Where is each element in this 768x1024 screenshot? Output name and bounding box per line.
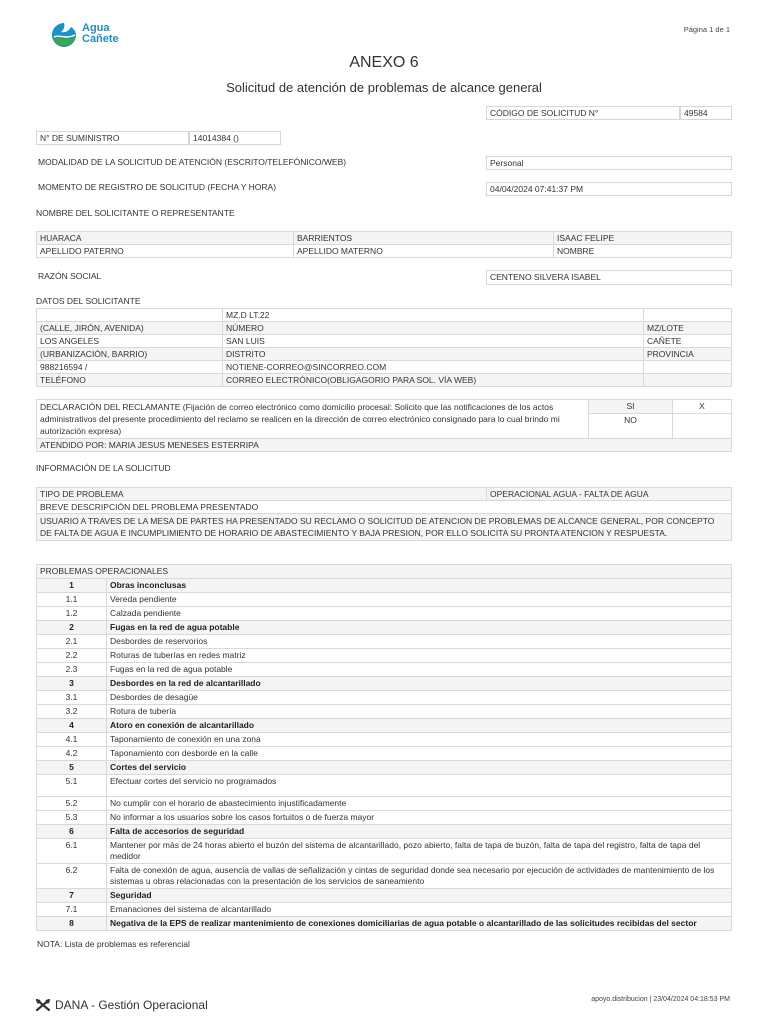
problem-row — [37, 691, 732, 705]
problem-row — [37, 864, 732, 889]
first-name-label: NOMBRE — [554, 245, 732, 258]
urbanization-label: (URBANIZACIÓN, BARRIO) — [37, 348, 223, 361]
contact-labels-row — [37, 374, 732, 387]
problem-text: Roturas de tuberías en redes matriz — [107, 649, 732, 663]
problem-text: Calzada pendiente — [107, 607, 732, 621]
description-value-row — [37, 514, 732, 541]
lot-value — [644, 309, 732, 322]
attended-by-row — [37, 439, 732, 452]
problem-text: Efectuar cortes del servicio no programados — [107, 775, 732, 797]
page-indicator: Página 1 de 1 — [683, 25, 730, 34]
declaration-no-mark — [673, 413, 732, 438]
paternal-surname-label: APELLIDO PATERNO — [37, 245, 294, 258]
business-name-label: RAZÓN SOCIAL — [38, 271, 102, 281]
problem-number: 3 — [37, 677, 107, 691]
maternal-surname-value: BARRIENTOS — [294, 232, 554, 245]
street-value — [37, 309, 223, 322]
modality-value: Personal — [486, 156, 732, 170]
problem-number: 6.2 — [37, 864, 107, 889]
declaration-no-label: NO — [589, 413, 673, 438]
problem-number: 5 — [37, 761, 107, 775]
problem-text: Taponamiento con desborde en la calle — [107, 747, 732, 761]
problem-text: Falta de conexión de agua, ausencia de vallas de señalización y cintas de seguridad donde sea necesario por ejecución de actividades de mantenimiento de los sistemas u obras relacionadas con la presentación de los servicios de saneamiento — [107, 864, 732, 889]
phone-value: 988216594 / — [37, 361, 223, 374]
request-code-label: CÓDIGO DE SOLICITUD N° — [486, 106, 680, 120]
applicant-name-labels-row — [37, 245, 732, 258]
problem-row — [37, 839, 732, 864]
applicant-name-table — [36, 231, 732, 258]
problems-table — [36, 564, 732, 931]
request-info-table — [36, 487, 732, 541]
problem-text: Falta de accesorios de seguridad — [107, 825, 732, 839]
applicant-name-section-label: NOMBRE DEL SOLICITANTE O REPRESENTANTE — [36, 208, 235, 218]
problem-row — [37, 593, 732, 607]
problem-text: Fugas en la red de agua potable — [107, 663, 732, 677]
problems-body — [37, 565, 732, 931]
province-label: PROVINCIA — [644, 348, 732, 361]
location-labels-row — [37, 348, 732, 361]
problem-text: Obras inconclusas — [107, 579, 732, 593]
problem-row — [37, 775, 732, 797]
problem-number: 1.1 — [37, 593, 107, 607]
problem-number: 4.2 — [37, 747, 107, 761]
problems-header-row — [37, 565, 732, 579]
problem-number: 2 — [37, 621, 107, 635]
problem-row — [37, 811, 732, 825]
problem-text: Desbordes de desagüe — [107, 691, 732, 705]
problem-row — [37, 705, 732, 719]
supply-label: N° DE SUMINISTRO — [36, 131, 189, 145]
problem-row — [37, 635, 732, 649]
problem-text: Vereda pendiente — [107, 593, 732, 607]
problem-row — [37, 663, 732, 677]
problems-header: PROBLEMAS OPERACIONALES — [37, 565, 732, 579]
problem-number: 2.3 — [37, 663, 107, 677]
declaration-yes-label: SI — [589, 400, 673, 414]
contact-label-empty-cell — [644, 374, 732, 387]
problem-row — [37, 761, 732, 775]
description-value: USUARIO A TRAVES DE LA MESA DE PARTES HA PRESENTADO SU RECLAMO O SOLICITUD DE ATENCION DE PROBLEMAS DE ALCANCE GENERAL, POR CONCEPTO DE FALTA DE AGUA E INCUMPLIMIENTO DE HORARIO DE ABASTECIMIENTO Y BAJA PRESION, POR ELLO SOLICITA SU PRONTA ATENCION Y RESPUESTA. — [37, 514, 732, 541]
province-value: CAÑETE — [644, 335, 732, 348]
problem-row — [37, 733, 732, 747]
agua-canete-logo — [50, 22, 140, 52]
problem-number: 5.3 — [37, 811, 107, 825]
problem-text: Atoro en conexión de alcantarillado — [107, 719, 732, 733]
problem-number: 3.2 — [37, 705, 107, 719]
problem-number: 1 — [37, 579, 107, 593]
problem-text: Desbordes de reservorios — [107, 635, 732, 649]
problem-row — [37, 649, 732, 663]
contact-empty-cell — [644, 361, 732, 374]
problem-row — [37, 719, 732, 733]
document-subtitle: Solicitud de atención de problemas de alcance general — [226, 80, 542, 95]
urbanization-value: LOS ANGELES — [37, 335, 223, 348]
problem-row — [37, 607, 732, 621]
problem-row — [37, 579, 732, 593]
location-values-row — [37, 335, 732, 348]
problem-number: 5.1 — [37, 775, 107, 797]
address-values-row — [37, 309, 732, 322]
problem-text: Seguridad — [107, 889, 732, 903]
number-label: NÚMERO — [223, 322, 644, 335]
lot-label: MZ/LOTE — [644, 322, 732, 335]
registration-label: MOMENTO DE REGISTRO DE SOLICITUD (FECHA Y HORA) — [38, 182, 277, 192]
problem-row — [37, 889, 732, 903]
district-value: SAN LUIS — [223, 335, 644, 348]
problem-text: Desbordes en la red de alcantarillado — [107, 677, 732, 691]
email-label: CORREO ELECTRÓNICO(OBLIGAGORIO PARA SOL. VÍA WEB) — [223, 374, 644, 387]
water-drop-logo-icon — [50, 22, 78, 48]
description-label: BREVE DESCRIPCIÓN DEL PROBLEMA PRESENTADO — [37, 501, 732, 514]
problem-text: Fugas en la red de agua potable — [107, 621, 732, 635]
problem-number: 6.1 — [37, 839, 107, 864]
street-label: (CALLE, JIRÓN, AVENIDA) — [37, 322, 223, 335]
problem-type-row — [37, 488, 732, 501]
footer-brand — [36, 998, 208, 1012]
declaration-yes-mark: X — [673, 400, 732, 414]
problem-number: 2.2 — [37, 649, 107, 663]
problem-number: 3.1 — [37, 691, 107, 705]
declaration-text: DECLARACIÓN DEL RECLAMANTE (Fijación de correo electrónico como domicilio procesal: Solicito que las notificaciones de los actos administrativos del presente procedimiento del reclamo se realicen en la dirección de correo electrónico consignado para lo cual brindo mi autorización expresa) — [37, 400, 589, 439]
modality-label: MODALIDAD DE LA SOLICITUD DE ATENCIÓN (ESCRITO/TELEFÓNICO/WEB) — [38, 157, 347, 167]
logo-line2: Cañete — [82, 33, 119, 45]
problem-text: Emanaciones del sistema de alcantarillado — [107, 903, 732, 917]
problem-number: 7 — [37, 889, 107, 903]
request-info-section-label: INFORMACIÓN DE LA SOLICITUD — [36, 463, 171, 473]
first-name-value: ISAAC FELIPE — [554, 232, 732, 245]
footer-brand-text: DANA - Gestión Operacional — [55, 998, 208, 1012]
problem-type-value: OPERACIONAL AGUA - FALTA DE AGUA — [487, 488, 732, 501]
address-labels-row — [37, 322, 732, 335]
problem-row — [37, 747, 732, 761]
declaration-row — [37, 400, 732, 414]
request-code-value: 49584 — [680, 106, 732, 120]
problem-row — [37, 621, 732, 635]
applicant-data-section-label: DATOS DEL SOLICITANTE — [36, 296, 141, 306]
paternal-surname-value: HUARACA — [37, 232, 294, 245]
attended-by: ATENDIDO POR: MARIA JESUS MENESES ESTERRIPA — [37, 439, 732, 452]
problem-number: 2.1 — [37, 635, 107, 649]
problem-row — [37, 917, 732, 931]
number-value: MZ.D LT.22 — [223, 309, 644, 322]
problem-number: 6 — [37, 825, 107, 839]
logo-line1: Agua — [82, 22, 110, 34]
problem-row — [37, 677, 732, 691]
footer-stamp: apoyo.distribucion | 23/04/2024 04:18:53 PM — [591, 996, 730, 1003]
footnote: NOTA: Lista de problemas es referencial — [37, 939, 190, 949]
problem-number: 5.2 — [37, 797, 107, 811]
declaration-table — [36, 399, 732, 452]
problem-type-label: TIPO DE PROBLEMA — [37, 488, 487, 501]
problem-row — [37, 797, 732, 811]
problem-row — [37, 825, 732, 839]
problem-number: 1.2 — [37, 607, 107, 621]
problem-text: Taponamiento de conexión en una zona — [107, 733, 732, 747]
problem-number: 4.1 — [37, 733, 107, 747]
registration-value: 04/04/2024 07:41:37 PM — [486, 182, 732, 196]
applicant-data-table — [36, 308, 732, 387]
applicant-name-values-row — [37, 232, 732, 245]
logo-text — [82, 23, 119, 45]
problem-number: 4 — [37, 719, 107, 733]
problem-text: No informar a los usuarios sobre los casos fortuitos o de fuerza mayor — [107, 811, 732, 825]
email-value: NOTIENE-CORREO@SINCORREO.COM — [223, 361, 644, 374]
tools-icon — [36, 999, 50, 1011]
problem-text: Rotura de tubería — [107, 705, 732, 719]
problem-row — [37, 903, 732, 917]
business-name-value: CENTENO SILVERA ISABEL — [486, 270, 732, 285]
phone-label: TELÉFONO — [37, 374, 223, 387]
problem-text: No cumplir con el horario de abastecimiento injustificadamente — [107, 797, 732, 811]
district-label: DISTRITO — [223, 348, 644, 361]
problem-number: 7.1 — [37, 903, 107, 917]
problem-text: Mantener por más de 24 horas abierto el buzón del sistema de alcantarillado, pozo abierto, falta de tapa de buzón, falta de tapa del registro, falta de tapa del medidor — [107, 839, 732, 864]
problem-number: 8 — [37, 917, 107, 931]
contact-values-row — [37, 361, 732, 374]
problem-text: Cortes del servicio — [107, 761, 732, 775]
document-title: ANEXO 6 — [349, 54, 419, 71]
description-label-row — [37, 501, 732, 514]
maternal-surname-label: APELLIDO MATERNO — [294, 245, 554, 258]
problem-text: Negativa de la EPS de realizar mantenimiento de conexiones domiciliarias de agua potable o alcantarillado de las solicitudes recibidas del sector — [107, 917, 732, 931]
supply-value: 14014384 () — [189, 131, 281, 145]
